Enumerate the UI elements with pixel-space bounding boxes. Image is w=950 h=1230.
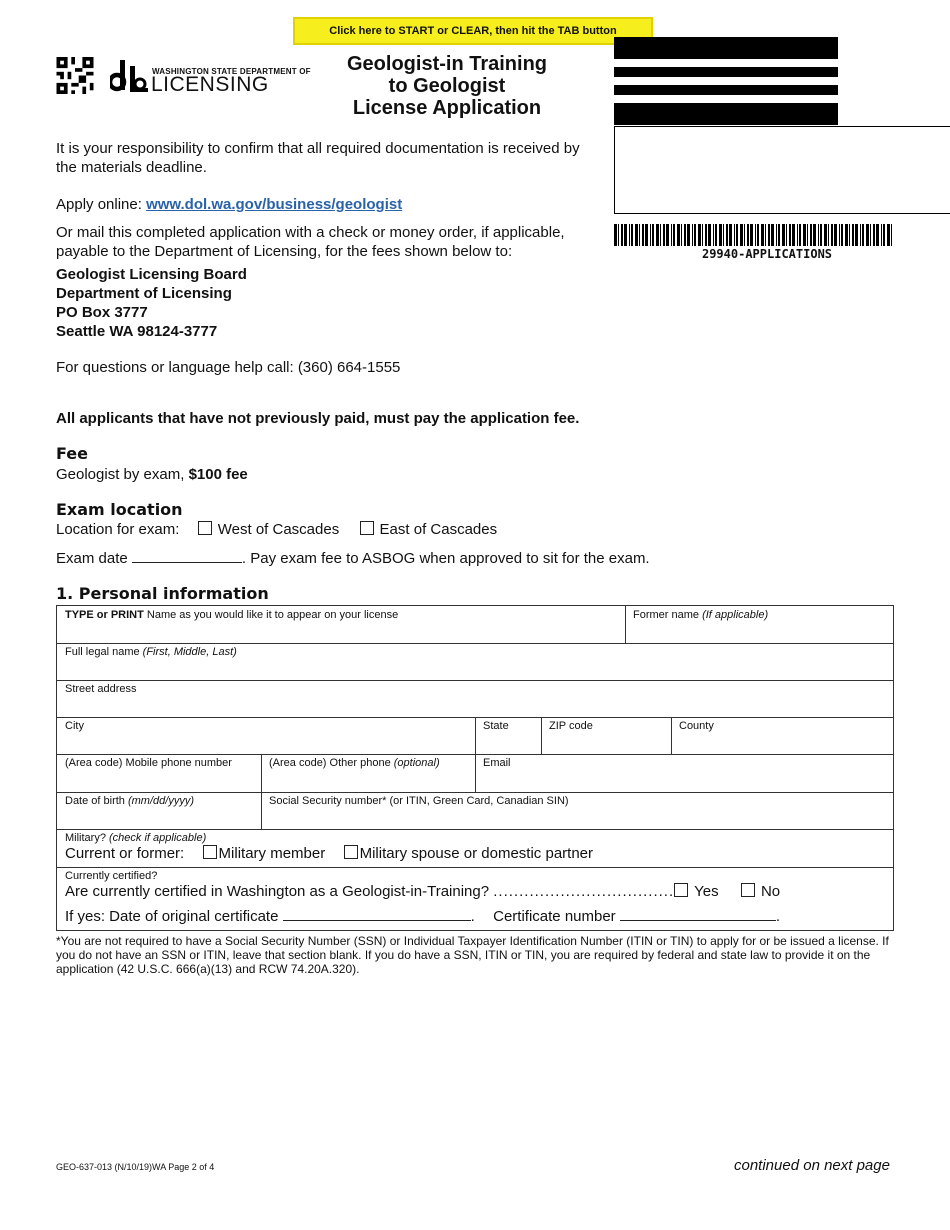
certified-yes-checkbox[interactable] [674, 883, 688, 897]
dob-label: Date of birth [65, 795, 128, 807]
ssn-footnote: *You are not required to have a Social Security Number (SSN) or Individual Taxpayer Identification Number (ITIN or TIN) to apply for or be issued a license. If you do not have an SSN or ITIN, leave that section blank. If you do have a SSN, ITIN or TIN, you are required by federal and state law to provide it on the application (42 U.S.C. 666(a)(13) and RCW 74.20A.320). [56, 934, 889, 976]
military-label: Military? [65, 832, 110, 844]
name-label-bold: TYPE or PRINT [65, 609, 144, 621]
certified-no-checkbox[interactable] [741, 883, 755, 897]
fee-text: Geologist by exam, [56, 466, 189, 483]
ssn-label: Social Security number* (or ITIN, Green Card, Canadian SIN) [269, 795, 569, 807]
responsibility-text: It is your responsibility to confirm that all required documentation is received by the materials deadline. [56, 140, 580, 176]
city-field[interactable] [57, 717, 475, 754]
form-title [312, 53, 582, 119]
military-member-label: Military member [218, 845, 326, 862]
black-bar [614, 37, 838, 59]
questions-phone: For questions or language help call: (360) 664-1555 [56, 359, 401, 376]
mobile-phone-label: (Area code) Mobile phone number [65, 757, 232, 769]
county-label: County [679, 720, 714, 732]
mail-instructions: Or mail this completed application with a check or money order, if applicable, payable to the Department of Licensing, for the fees shown below to: [56, 224, 565, 260]
apply-online-label: Apply online: [56, 196, 147, 213]
office-use-box [614, 126, 950, 214]
state-label: State [483, 720, 509, 732]
zip-code-label: ZIP code [549, 720, 593, 732]
east-cascades-label: East of Cascades [379, 521, 498, 538]
original-cert-date-field[interactable] [283, 908, 471, 921]
certification-section: Currently certified? Are currently certified in Washington as a Geologist-in-Training? ................................... Yes No If yes: Date of original certificate . Certificate number . [57, 867, 893, 931]
zip-code-field[interactable] [541, 717, 671, 754]
agency-name-large: LICENSING [151, 73, 269, 96]
certified-yes-label: Yes [694, 883, 719, 900]
other-phone-field[interactable] [261, 754, 475, 792]
apply-online [56, 195, 402, 214]
exam-date-suffix: . Pay exam fee to ASBOG when approved to sit for the exam. [241, 550, 650, 567]
fee-notice: All applicants that have not previously paid, must pay the application fee. [56, 410, 580, 427]
military-note: (check if applicable) [109, 832, 207, 844]
start-clear-button[interactable]: Click here to START or CLEAR, then hit the TAB button [293, 17, 653, 45]
address-line: PO Box 3777 [56, 304, 148, 321]
certified-question: Are currently certified in Washington as a Geologist-in-Training? [65, 883, 490, 900]
other-phone-label: (Area code) Other phone [269, 757, 394, 769]
fee-heading: Fee [56, 444, 88, 463]
military-spouse-label: Military spouse or domestic partner [359, 845, 594, 862]
email-label: Email [483, 757, 511, 769]
exam-date-label: Exam date [56, 550, 128, 567]
dob-note: (mm/dd/yyyy) [127, 795, 194, 807]
ssn-field[interactable] [261, 792, 893, 829]
black-bar [614, 85, 838, 95]
email-field[interactable] [475, 754, 893, 792]
personal-info-table [56, 605, 894, 931]
qr-code-icon [56, 57, 94, 94]
dot-leaders: ................................... [493, 883, 675, 900]
barcode-label: 29940-APPLICATIONS [701, 247, 833, 261]
cert-number-label: Certificate number [493, 908, 616, 925]
agency-name-small: WASHINGTON STATE DEPARTMENT OF [152, 67, 311, 76]
former-name-label: Former name [633, 609, 703, 621]
other-phone-note: (optional) [393, 757, 440, 769]
full-legal-name-note: (First, Middle, Last) [142, 646, 237, 658]
military-member-checkbox[interactable] [203, 845, 217, 859]
full-legal-name-label: Full legal name [65, 646, 143, 658]
dol-logo-icon [110, 60, 148, 94]
exam-date-row [56, 549, 650, 568]
military-spouse-checkbox[interactable] [344, 845, 358, 859]
exam-location-heading: Exam location [56, 500, 183, 519]
exam-location-row [56, 520, 497, 539]
title-line-2: to Geologist [388, 75, 506, 97]
continued-note: continued on next page [734, 1157, 890, 1174]
form-id: GEO-637-013 (N/10/19)WA Page 2 of 4 [56, 1162, 215, 1172]
title-line-1: Geologist-in Training [347, 53, 547, 75]
street-address-field[interactable] [57, 680, 893, 717]
city-label: City [65, 720, 84, 732]
personal-info-heading: 1. Personal information [56, 584, 269, 603]
certified-no-label: No [760, 883, 781, 900]
west-cascades-checkbox[interactable] [198, 521, 212, 535]
east-cascades-checkbox[interactable] [360, 521, 374, 535]
certified-label: Currently certified? [65, 870, 158, 882]
state-field[interactable] [475, 717, 541, 754]
fee-amount: $100 fee [188, 466, 248, 483]
black-bar [614, 67, 838, 77]
cert-number-field[interactable] [620, 908, 776, 921]
military-section [57, 829, 893, 867]
exam-location-label: Location for exam: [56, 521, 180, 538]
fee-line [56, 465, 248, 484]
exam-date-field[interactable] [132, 550, 242, 563]
original-cert-date-label: If yes: Date of original certificate [65, 908, 279, 925]
county-field[interactable] [671, 717, 893, 754]
barcode-icon [614, 224, 894, 246]
address-line: Geologist Licensing Board [56, 266, 247, 283]
address-line: Department of Licensing [56, 285, 232, 302]
former-name-field[interactable] [625, 606, 893, 643]
full-legal-name-field[interactable] [57, 643, 893, 680]
mailing-address [56, 265, 247, 341]
license-name-field[interactable] [57, 606, 625, 643]
former-name-note: (If applicable) [702, 609, 769, 621]
west-cascades-label: West of Cascades [217, 521, 340, 538]
street-address-label: Street address [65, 683, 137, 695]
title-line-3: License Application [352, 97, 542, 119]
address-line: Seattle WA 98124-3777 [56, 323, 218, 340]
date-of-birth-field[interactable] [57, 792, 261, 829]
military-current-label: Current or former: [65, 845, 185, 862]
name-label: Name as you would like it to appear on your license [143, 609, 399, 621]
black-bar [614, 103, 838, 125]
apply-online-link[interactable]: www.dol.wa.gov/business/geologist [146, 196, 403, 213]
mobile-phone-field[interactable] [57, 754, 261, 792]
